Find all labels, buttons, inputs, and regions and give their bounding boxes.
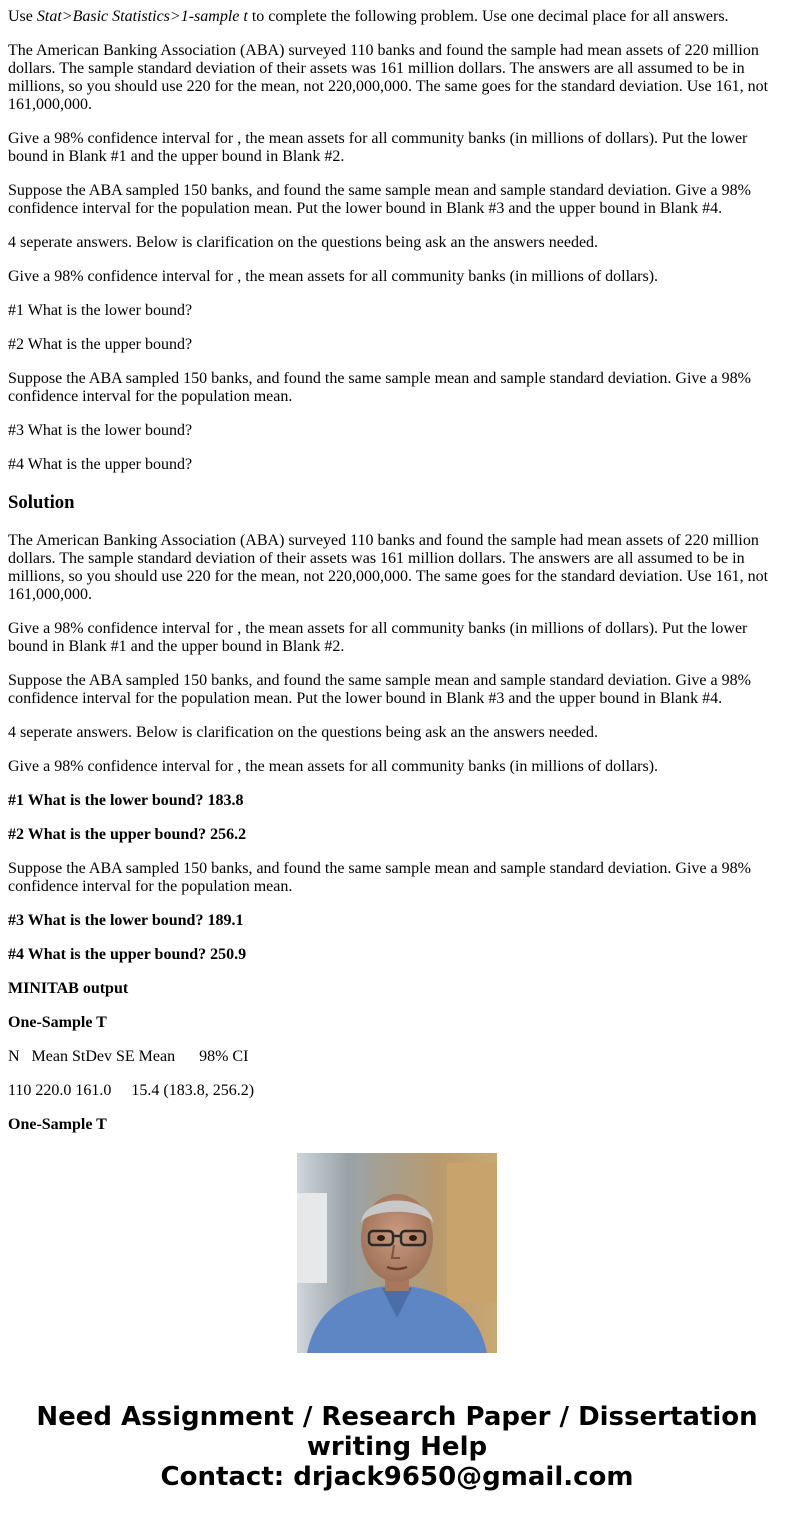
promo-line-1: Need Assignment / Research Paper / Dissertation writing Help xyxy=(36,1402,758,1462)
question-2: #2 What is the upper bound? xyxy=(8,336,193,353)
intro-suffix: to complete the following problem. Use one decimal place for all answers. xyxy=(247,8,729,25)
one-sample-t-heading-2: One-Sample T xyxy=(8,1116,107,1133)
answer-1: #1 What is the lower bound? 183.8 xyxy=(8,792,244,809)
solution-heading: Solution xyxy=(8,492,75,513)
question-paragraph-1: The American Banking Association (ABA) surveyed 110 banks and found the sample had mean assets of 220 million dollars. The sample standard deviation of their assets was 161 million dollars. The answers are all assumed to be in millions, so you should use 220 for the mean, not 220,000,000. The same goes for the standard deviation. Use 161, not 161,000,000. xyxy=(8,42,769,113)
solution-paragraph-1: The American Banking Association (ABA) surveyed 110 banks and found the sample had mean assets of 220 million dollars. The sample standard deviation of their assets was 161 million dollars. The answers are all assumed to be in millions, so you should use 220 for the mean, not 220,000,000. The same goes for the standard deviation. Use 161, not 161,000,000. xyxy=(8,532,769,603)
tutor-photo xyxy=(297,1153,497,1353)
answer-4: #4 What is the upper bound? 250.9 xyxy=(8,946,247,963)
solution-paragraph-3: Suppose the ABA sampled 150 banks, and found the same sample mean and sample standard deviation. Give a 98% confidence interval for the population mean. Put the lower bound in Blank #3 and the upper bound in Blank #4. xyxy=(8,672,751,707)
question-paragraph-3: Suppose the ABA sampled 150 banks, and found the same sample mean and sample standard deviation. Give a 98% confidence interval for the population mean. Put the lower bound in Blank #3 and the upper bound in Blank #4. xyxy=(8,182,751,217)
intro-prefix: Use xyxy=(8,8,37,25)
question-1: #1 What is the lower bound? xyxy=(8,302,193,319)
answer-2: #2 What is the upper bound? 256.2 xyxy=(8,826,247,843)
one-sample-t-heading: One-Sample T xyxy=(8,1014,107,1031)
question-paragraph-5: Give a 98% confidence interval for , the mean assets for all community banks (in millions of dollars). xyxy=(8,268,659,285)
promo-contact: Contact: drjack9650@gmail.com xyxy=(160,1462,634,1492)
avatar xyxy=(297,1153,497,1353)
document-content xyxy=(8,0,778,1133)
question-paragraph-4: 4 seperate answers. Below is clarification on the questions being ask an the answers needed. xyxy=(8,234,599,251)
answer-3: #3 What is the lower bound? 189.1 xyxy=(8,912,244,929)
minitab-table-header: N Mean StDev SE Mean 98% CI xyxy=(8,1048,249,1065)
solution-paragraph-4: 4 seperate answers. Below is clarification on the questions being ask an the answers needed. xyxy=(8,724,599,741)
solution-paragraph-2: Give a 98% confidence interval for , the mean assets for all community banks (in millions of dollars). Put the lower bound in Blank #1 and the upper bound in Blank #2. xyxy=(8,620,748,655)
question-paragraph-6: Suppose the ABA sampled 150 banks, and found the same sample mean and sample standard deviation. Give a 98% confidence interval for the population mean. xyxy=(8,370,751,405)
solution-paragraph-5: Give a 98% confidence interval for , the mean assets for all community banks (in millions of dollars). xyxy=(8,758,659,775)
minitab-label: MINITAB output xyxy=(8,980,129,997)
question-paragraph-2: Give a 98% confidence interval for , the mean assets for all community banks (in millions of dollars). Put the lower bound in Blank #1 and the upper bound in Blank #2. xyxy=(8,130,748,165)
question-3: #3 What is the lower bound? xyxy=(8,422,193,439)
intro-paragraph xyxy=(8,8,778,26)
menu-path: Stat>Basic Statistics>1-sample t xyxy=(36,8,248,25)
minitab-table-row: 110 220.0 161.0 15.4 (183.8, 256.2) xyxy=(8,1082,255,1099)
promo-banner xyxy=(0,1402,794,1492)
solution-paragraph-6: Suppose the ABA sampled 150 banks, and found the same sample mean and sample standard deviation. Give a 98% confidence interval for the population mean. xyxy=(8,860,751,895)
question-4: #4 What is the upper bound? xyxy=(8,456,193,473)
